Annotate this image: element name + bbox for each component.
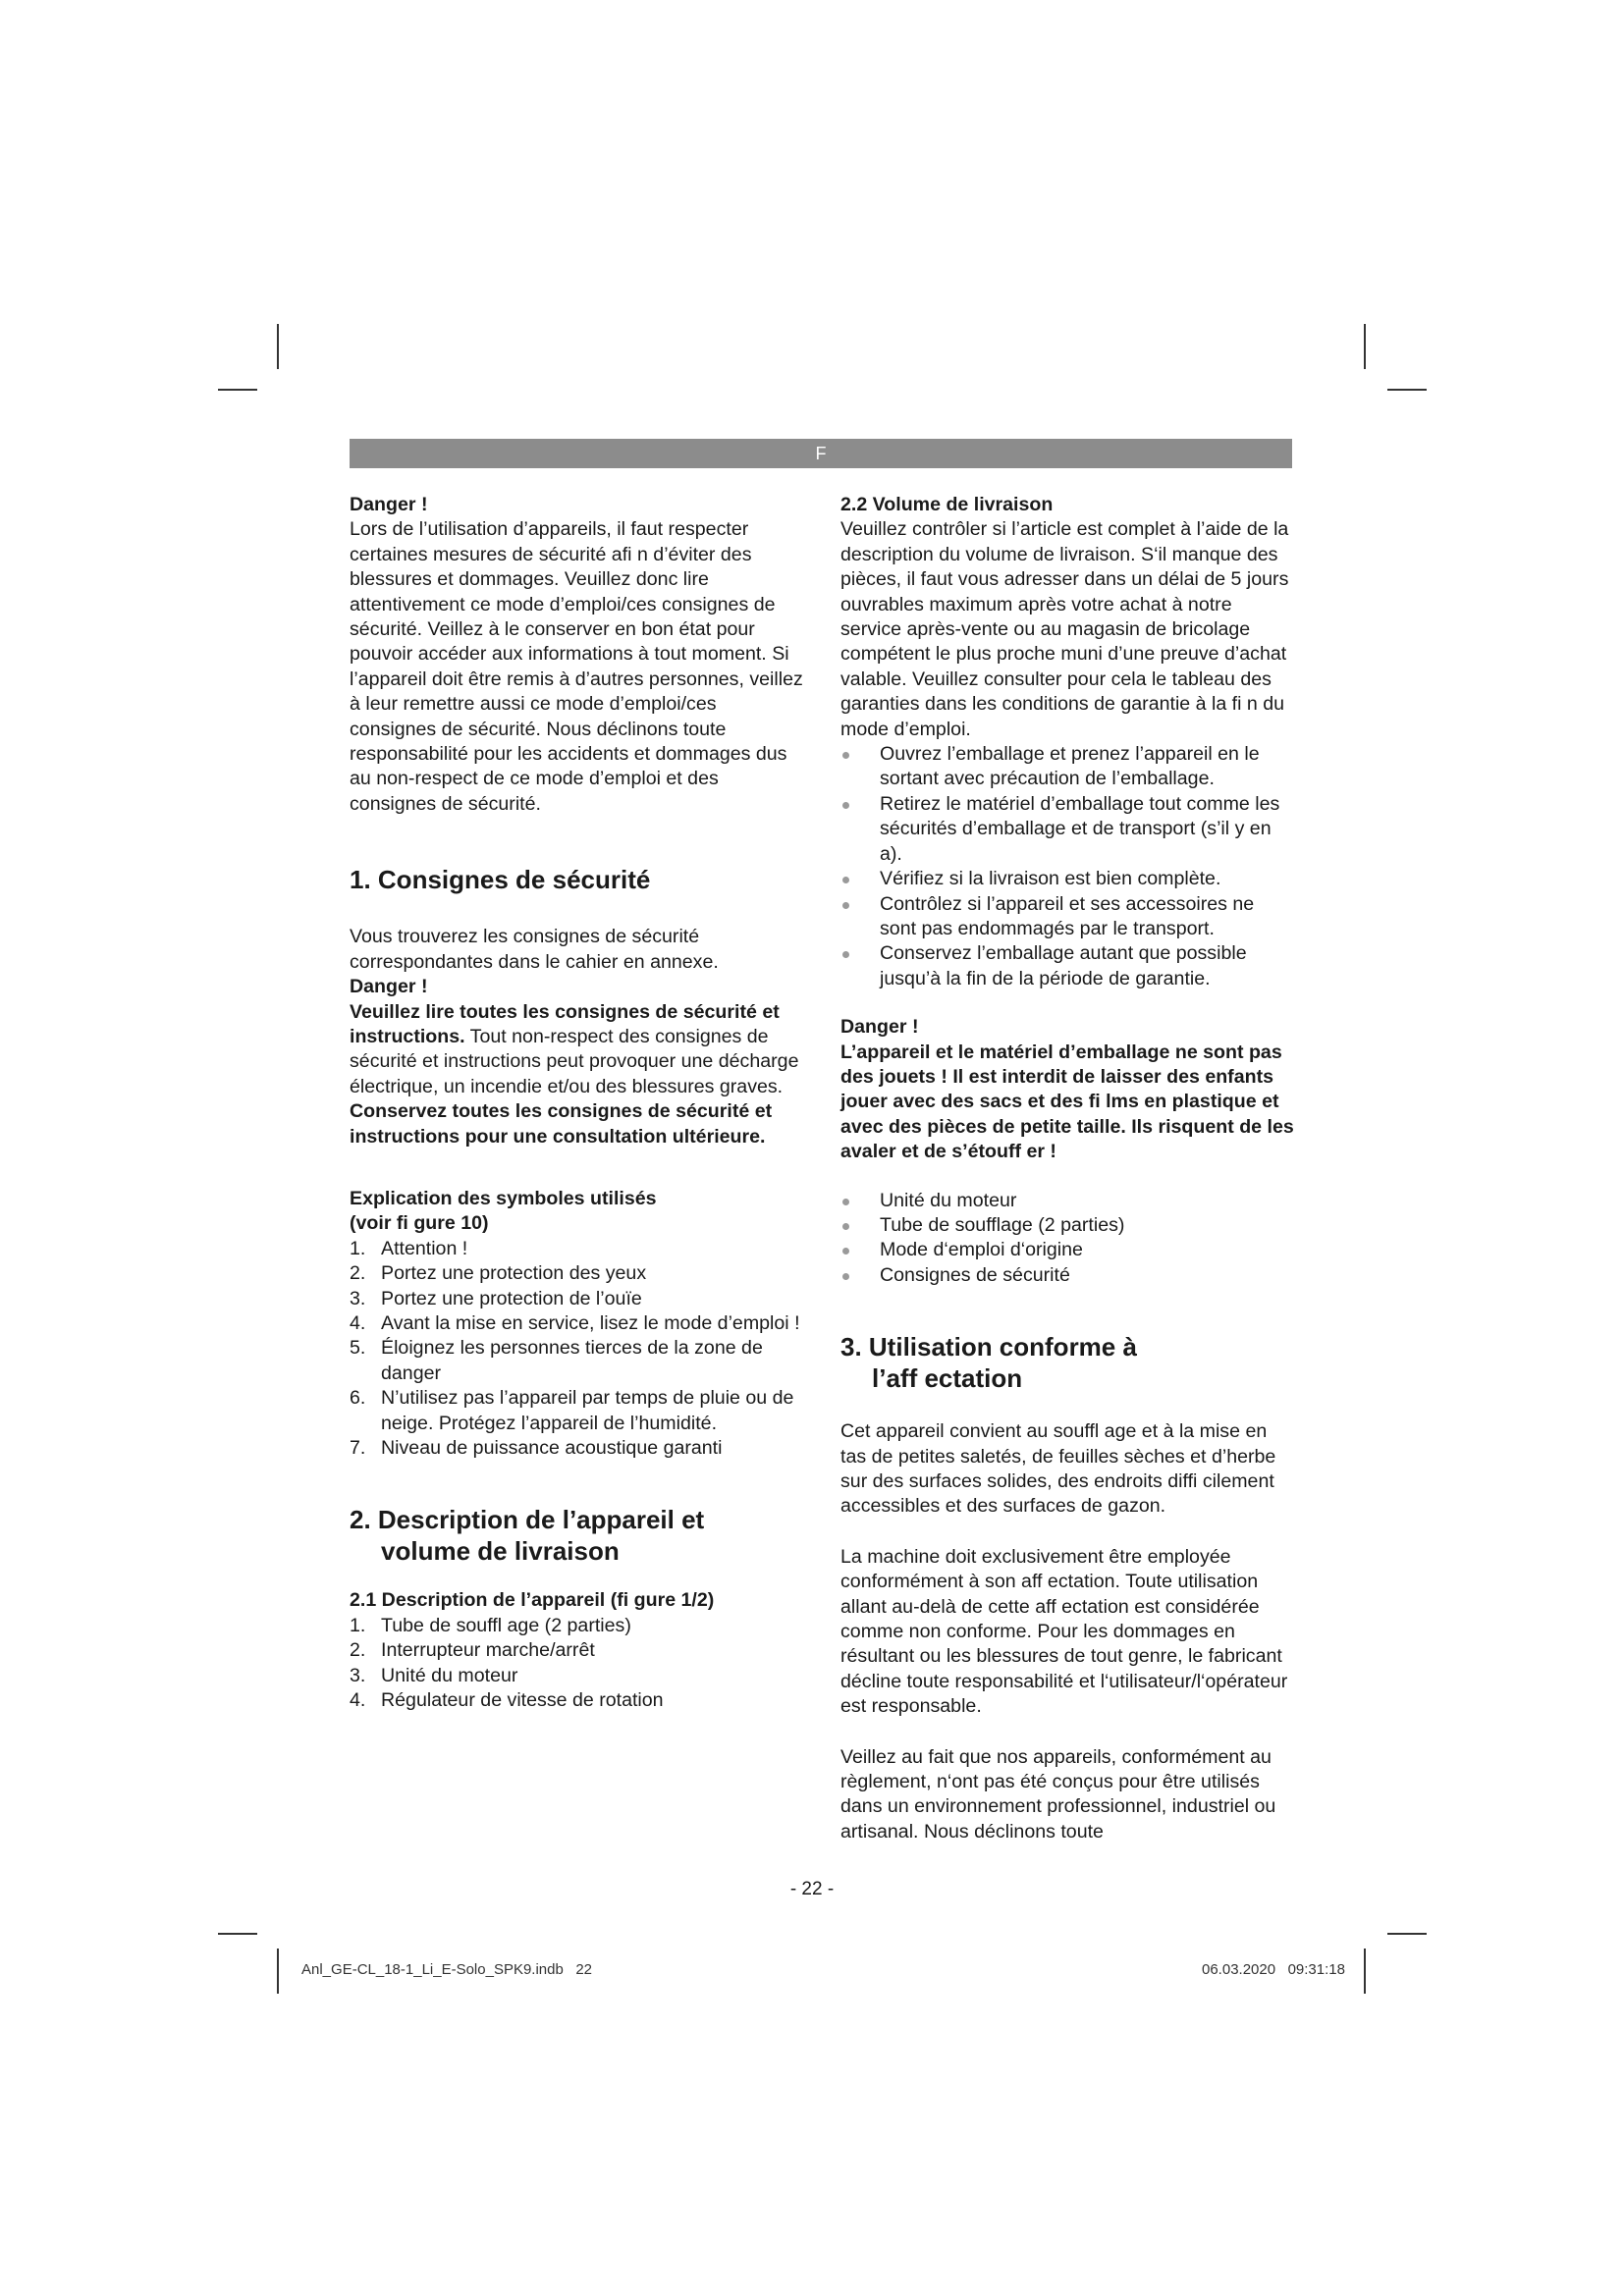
crop-mark-top-right-vertical bbox=[1364, 324, 1366, 369]
section-2-title: 2. Description de l’appareil et volume de livraison bbox=[350, 1505, 705, 1567]
left-column bbox=[350, 493, 803, 1713]
read-all-paragraph bbox=[350, 1000, 803, 1100]
danger-heading-3: Danger ! bbox=[840, 1016, 919, 1039]
footer-file-info: Anl_GE-CL_18-1_Li_E-Solo_SPK9.indb 22 bbox=[301, 1961, 593, 1978]
bullet-icon bbox=[842, 1273, 849, 1280]
bullet-icon bbox=[842, 877, 849, 883]
read-all-rest: Tout non-respect des consignes de sécurité et instructions peut provoquer une décharge électrique, un incendie et/ou des blessures graves. bbox=[350, 1025, 799, 1097]
list-item: 4. Avant la mise en service, lisez le mode d’emploi ! bbox=[350, 1311, 800, 1334]
section-3-title: 3. Utilisation conforme à l’aff ectation bbox=[840, 1332, 1137, 1394]
list-item: Retirez le matériel d’emballage tout comme les sécurités d’emballage et de transport (s’il y en a). bbox=[840, 792, 1294, 867]
section-1-title: 1. Consignes de sécurité bbox=[350, 865, 651, 895]
page-number: - 22 - bbox=[789, 1879, 835, 1899]
bullet-icon bbox=[842, 752, 849, 759]
list-item: Mode d‘emploi d‘origine bbox=[840, 1238, 1294, 1262]
symbols-heading-line1: Explication des symboles utilisés bbox=[350, 1187, 657, 1209]
parts-list bbox=[350, 1614, 803, 1714]
section-1-intro: Vous trouverez les consignes de sécurité correspondantes dans le cahier en annexe. bbox=[350, 926, 719, 973]
list-item: 2. Interrupteur marche/arrêt bbox=[350, 1639, 595, 1662]
list-item: 4. Régulateur de vitesse de rotation bbox=[350, 1689, 664, 1712]
section-2-1-title: 2.1 Description de l’appareil (fi gure 1/2) bbox=[350, 1589, 715, 1612]
bullet-icon bbox=[842, 951, 849, 958]
section-3-paragraph-2: La machine doit exclusivement être employée conformément à son aff ectation. Toute utilisation allant au-delà de cette aff ectation est considérée comme non conforme. Pour les dommages en résultant ou les blessures de tout genre, le fabricant décline toute responsabilité et l‘utilisateur/l‘opérateur est responsable. bbox=[840, 1545, 1288, 1718]
list-item: 5. Éloignez les personnes tierces de la zone de danger bbox=[350, 1337, 763, 1384]
list-item: Contrôlez si l’appareil et ses accessoires ne sont pas endommagés par le transport. bbox=[840, 892, 1294, 942]
section-2-2-paragraph: Veuillez contrôler si l’article est complet à l’aide de la description du volume de livraison. S‘il manque des pièces, il faut vous adresser dans un délai de 5 jours ouvrables maximum après votre achat à notre service après-vente ou au magasin de bricolage compétent le plus proche muni d’une preuve d’achat valable. Veuillez consulter pour cela le tableau des garanties dans les conditions de garantie à la fi n du mode d’emploi. bbox=[840, 518, 1289, 740]
danger-heading-2: Danger ! bbox=[350, 976, 428, 998]
crop-mark-bottom-right-vertical bbox=[1364, 1949, 1366, 1994]
list-item: 3. Portez une protection de l’ouïe bbox=[350, 1287, 642, 1309]
section-3-paragraph-3: Veillez au fait que nos appareils, conformément au règlement, n‘ont pas été conçus pour être utilisés dans un environnement professionnel, industriel ou artisanal. Nous déclinons toute bbox=[840, 1745, 1276, 1842]
list-item: Vérifiez si la livraison est bien complète. bbox=[840, 867, 1294, 891]
bullet-icon bbox=[842, 1199, 849, 1205]
crop-mark-bottom-left-horizontal bbox=[218, 1933, 257, 1935]
unpacking-checklist bbox=[840, 742, 1294, 991]
keep-instructions-note: Conservez toutes les consignes de sécurité et instructions pour une consultation ultérieure. bbox=[350, 1100, 773, 1148]
bullet-icon bbox=[842, 802, 849, 809]
right-column bbox=[840, 493, 1294, 1844]
danger-heading: Danger ! bbox=[350, 494, 428, 515]
section-3-paragraph-1: Cet appareil convient au souffl age et à la mise en tas de petites saletés, de feuilles sèches et d’herbe sur des surfaces solides, des endroits diffi cilement accessibles et des surfaces de gazon. bbox=[840, 1420, 1276, 1518]
crop-mark-top-left-vertical bbox=[277, 324, 279, 369]
crop-mark-bottom-right-horizontal bbox=[1387, 1933, 1427, 1935]
list-item: 2. Portez une protection des yeux bbox=[350, 1262, 647, 1285]
danger-paragraph: Lors de l’utilisation d’appareils, il faut respecter certaines mesures de sécurité afi n d’éviter des blessures et dommages. Veuillez donc lire attentivement ce mode d’emploi/ces consignes de sécurité. Veillez à le conserver en bon état pour pouvoir accéder aux informations à tout moment. Si l’appareil doit être remis à d’autres personnes, veillez à leur remettre aussi ce mode d’emploi/ces consignes de sécurité. Nous déclinons toute responsabilité pour les accidents et dommages dus au non-respect de ce mode d’emploi et des consignes de sécurité. bbox=[350, 518, 803, 815]
list-item: 1. Attention ! bbox=[350, 1237, 468, 1259]
packaging-warning: L’appareil et le matériel d’emballage ne sont pas des jouets ! Il est interdit de laisser des enfants jouer avec des sacs et des fi lms en plastique et avec des pièces de petite taille. Ils risquent de les avaler et de s’étouff er ! bbox=[840, 1041, 1294, 1163]
symbols-heading-line2: (voir fi gure 10) bbox=[350, 1212, 489, 1235]
section-2-2-title: 2.2 Volume de livraison bbox=[840, 494, 1054, 515]
crop-mark-top-left-horizontal bbox=[218, 389, 257, 391]
crop-mark-top-right-horizontal bbox=[1387, 389, 1427, 391]
language-header-bar bbox=[350, 439, 1292, 468]
list-item: 6. N’utilisez pas l’appareil par temps de pluie ou de neige. Protégez l’appareil de l’humidité. bbox=[350, 1387, 794, 1434]
bullet-icon bbox=[842, 1223, 849, 1230]
crop-mark-bottom-left-vertical bbox=[277, 1949, 279, 1994]
symbols-list bbox=[350, 1237, 803, 1462]
bullet-icon bbox=[842, 1248, 849, 1255]
list-item: 1. Tube de souffl age (2 parties) bbox=[350, 1614, 631, 1636]
list-item: Ouvrez l’emballage et prenez l’appareil en le sortant avec précaution de l’emballage. bbox=[840, 742, 1294, 792]
list-item: Conservez l’emballage autant que possible jusqu’à la fin de la période de garantie. bbox=[840, 941, 1294, 991]
footer-date-time: 06.03.2020 09:31:18 bbox=[1202, 1961, 1345, 1978]
list-item: Tube de soufflage (2 parties) bbox=[840, 1213, 1294, 1238]
list-item: 3. Unité du moteur bbox=[350, 1664, 518, 1686]
delivery-contents-list bbox=[840, 1189, 1294, 1289]
bullet-icon bbox=[842, 902, 849, 909]
list-item: 7. Niveau de puissance acoustique garanti bbox=[350, 1437, 723, 1459]
list-item: Unité du moteur bbox=[840, 1189, 1294, 1213]
language-label: F bbox=[815, 444, 827, 463]
read-all-bold: Veuillez lire toutes les consignes de sécurité et instructions. bbox=[350, 1000, 780, 1047]
list-item: Consignes de sécurité bbox=[840, 1263, 1294, 1288]
